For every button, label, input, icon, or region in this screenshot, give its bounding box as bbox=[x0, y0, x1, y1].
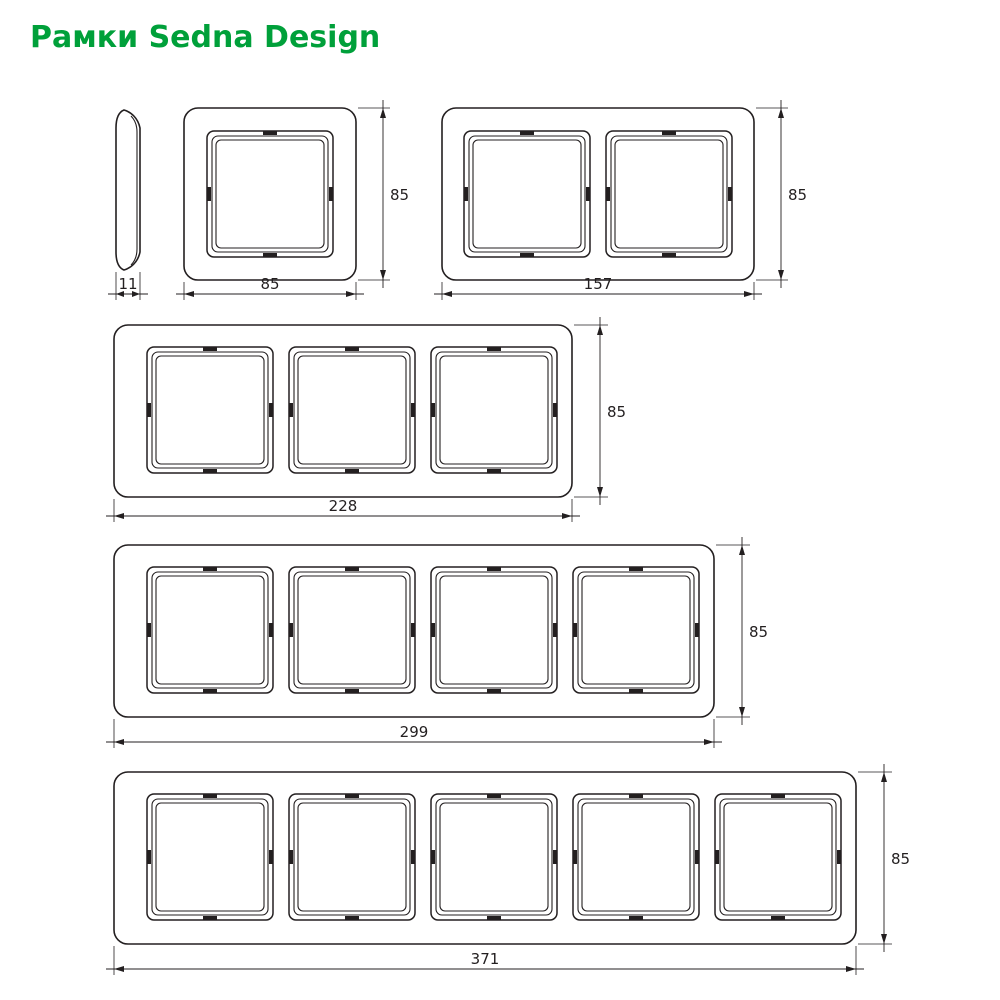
dim-label-frame1-width: 85 bbox=[260, 275, 280, 293]
dimension-frame2-height bbox=[756, 100, 807, 288]
frame-4-post-shape bbox=[114, 545, 714, 717]
dimension-frame5-height bbox=[858, 764, 910, 952]
dim-label-frame4-width: 299 bbox=[399, 723, 429, 741]
frame-1-post-shape bbox=[184, 108, 356, 280]
dim-label-frame5-height: 85 bbox=[891, 850, 911, 868]
dimension-profile-thickness bbox=[108, 272, 148, 300]
dimension-frame4-height bbox=[716, 537, 768, 725]
dim-label-frame2-width: 157 bbox=[583, 275, 613, 293]
frame-2-post-shape bbox=[442, 108, 754, 280]
dimension-frame4-width bbox=[106, 719, 722, 748]
dim-label-frame3-height: 85 bbox=[607, 403, 627, 421]
page-title: Рамки Sedna Design bbox=[30, 20, 381, 55]
dim-label-frame1-height: 85 bbox=[390, 186, 410, 204]
dim-label-frame4-height: 85 bbox=[749, 623, 769, 641]
dim-label-frame5-width: 371 bbox=[470, 950, 500, 968]
dim-label-profile-thickness: 11 bbox=[118, 275, 138, 293]
frame-3-post-shape bbox=[114, 325, 572, 497]
dimension-frame3-height bbox=[574, 317, 626, 505]
dimension-frame5-width bbox=[106, 946, 864, 975]
frame-5-post-shape bbox=[114, 772, 856, 944]
side-profile-shape bbox=[116, 110, 140, 270]
dim-label-frame3-width: 228 bbox=[328, 497, 358, 515]
dimension-frame3-width bbox=[106, 497, 580, 522]
dimension-frame1-height bbox=[358, 100, 409, 288]
dim-label-frame2-height: 85 bbox=[788, 186, 808, 204]
